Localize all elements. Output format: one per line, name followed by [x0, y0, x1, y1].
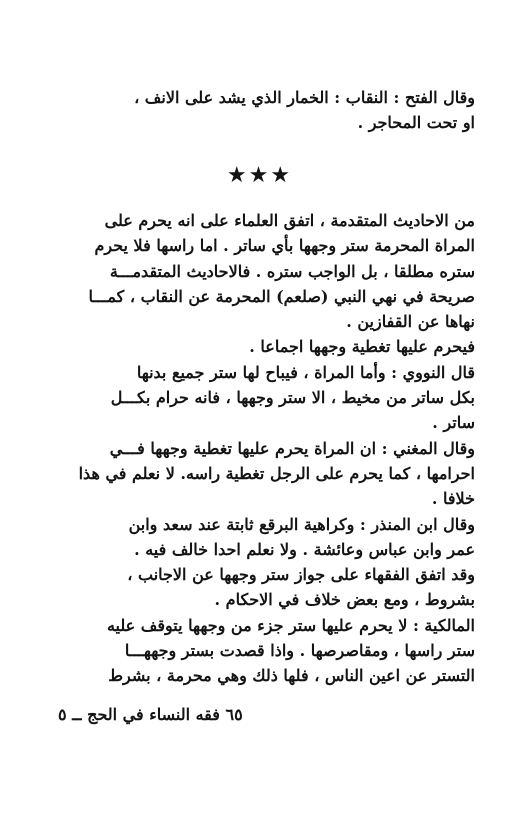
body-text — [58, 208, 475, 689]
body-line: ستره مطلقا ، بل الواجب ستره . فالاحاديث المتقدمـــة — [109, 261, 475, 281]
body-line: ساتر . — [432, 413, 475, 433]
body-line: المراة المحرمة ستر وجهها بأي ساتر . اما راسها فلا يحرم — [94, 236, 475, 256]
body-line: بكل ساتر من مخيط ، الا ستر وجهها ، فانه حرام بكـــل — [110, 388, 475, 408]
body-line: بشروط ، ومع بعض خلاف في الاحكام . — [214, 590, 475, 610]
body-line: خلافا . — [431, 489, 475, 509]
intro-line: او تحت المحاجر . — [357, 113, 475, 133]
intro-line: وقال الفتح : النقاب : الخمار الذي يشد على الانف ، — [134, 88, 475, 107]
body-line: من الاحاديث المتقدمة ، اتفق العلماء على انه يحرم على — [104, 211, 475, 230]
body-line: التستر عن اعين الناس ، فلها ذلك وهي محرمة ، بشرط — [108, 666, 475, 686]
body-line: وقال المغني : ان المراة يحرم عليها تغطية وجهها فـــي — [109, 438, 475, 458]
body-line: وقال ابن المنذر : وكراهية البرقع ثابتة عند سعد وابن — [128, 514, 475, 534]
intro-paragraph — [58, 85, 475, 136]
body-line: قال النووي : وأما المراة ، فيباح لها ستر جميع بدنها — [136, 362, 475, 382]
body-line: وقد اتفق الفقهاء على جواز ستر وجهها عن الاجانب ، — [127, 565, 475, 585]
body-line: عمر وابن عباس وعائشة . ولا نعلم احدا خالف فيه . — [134, 539, 475, 559]
body-line: صريحة في نهي النبي (صلعم) المحرمة عن النقاب ، كمـــا — [88, 286, 475, 306]
section-separator: ★★★ — [226, 163, 293, 188]
body-line: ستر راسها ، ومقاصرصها . واذا قصدت بستر وجههـــا — [124, 641, 475, 661]
body-line: نهاها عن القفازين . — [346, 312, 475, 332]
body-line: المالكية : لا يحرم عليها ستر جزء من وجهها يتوقف عليه — [106, 615, 475, 635]
body-line: احرامها ، كما يحرم على الرجل تغطية راسه. لا نعلم في هذا — [78, 463, 475, 483]
page-footer: ٦٥ فقه النساء في الحج ــ ٥ — [58, 705, 243, 724]
body-line: فيحرم عليها تغطية وجهها اجماعا . — [249, 337, 475, 357]
